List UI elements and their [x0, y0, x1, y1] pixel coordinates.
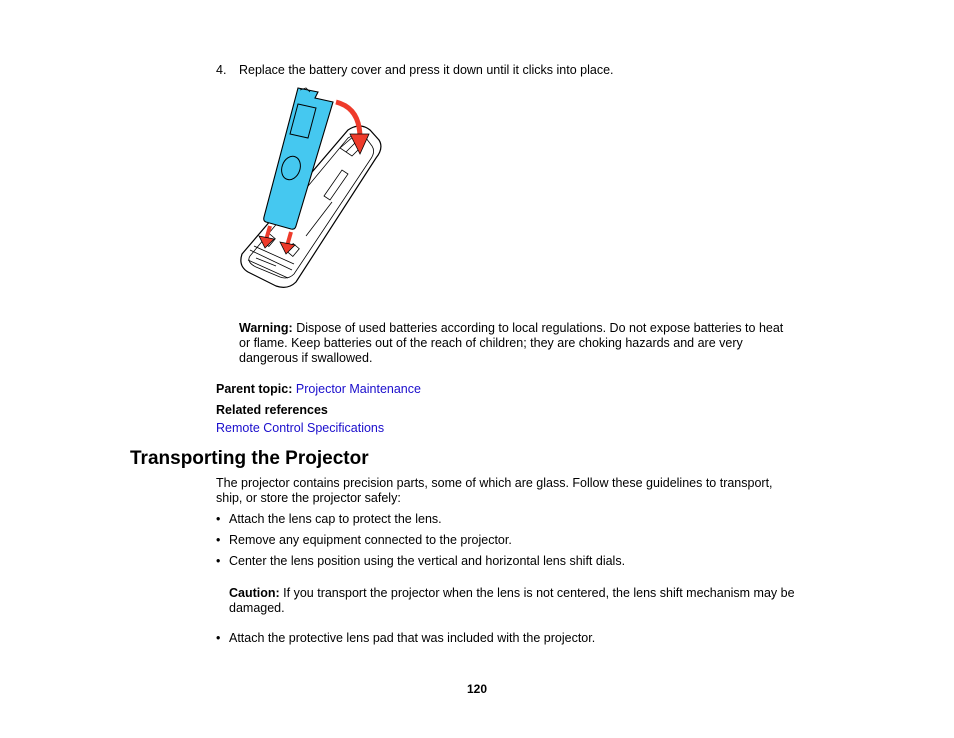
parent-topic-label: Parent topic:	[216, 382, 293, 396]
warning-text-line2: or flame. Keep batteries out of the reach of children; they are choking hazards and are very	[239, 336, 743, 350]
remote-battery-cover-illustration	[236, 86, 386, 290]
warning-note	[239, 321, 839, 366]
warning-label: Warning:	[239, 321, 293, 335]
caution-text-line1: If you transport the projector when the lens is not centered, the lens shift mechanism may be	[283, 586, 795, 600]
caution-label: Caution:	[229, 586, 280, 600]
page-number: 120	[467, 682, 488, 696]
intro-line2: ship, or store the projector safely:	[216, 491, 401, 505]
related-reference-link[interactable]: Remote Control Specifications	[216, 421, 385, 435]
parent-topic	[216, 382, 421, 397]
caution-text-line2: damaged.	[229, 601, 285, 615]
list-item-text: Center the lens position using the vertical and horizontal lens shift dials.	[229, 554, 626, 568]
parent-topic-link[interactable]: Projector Maintenance	[295, 382, 421, 396]
related-references-heading: Related references	[216, 403, 328, 417]
bullet-glyph: •	[216, 533, 221, 547]
step-text: Replace the battery cover and press it down until it clicks into place.	[239, 63, 614, 77]
list-item-text: Attach the protective lens pad that was included with the projector.	[229, 631, 596, 645]
section-intro	[216, 476, 773, 506]
step-number: 4.	[216, 63, 227, 77]
caution-note	[229, 586, 795, 616]
bullet-glyph: •	[216, 631, 221, 645]
bullet-glyph: •	[216, 554, 221, 568]
warning-text-line3: dangerous if swallowed.	[239, 351, 373, 365]
warning-text-line1: Dispose of used batteries according to local regulations. Do not expose batteries to heat	[296, 321, 784, 335]
list-item-text: Attach the lens cap to protect the lens.	[229, 512, 442, 526]
list-item-text: Remove any equipment connected to the projector.	[229, 533, 512, 547]
section-title: Transporting the Projector	[130, 448, 369, 469]
intro-line1: The projector contains precision parts, some of which are glass. Follow these guidelines to transport,	[216, 476, 773, 490]
bullet-glyph: •	[216, 512, 221, 526]
